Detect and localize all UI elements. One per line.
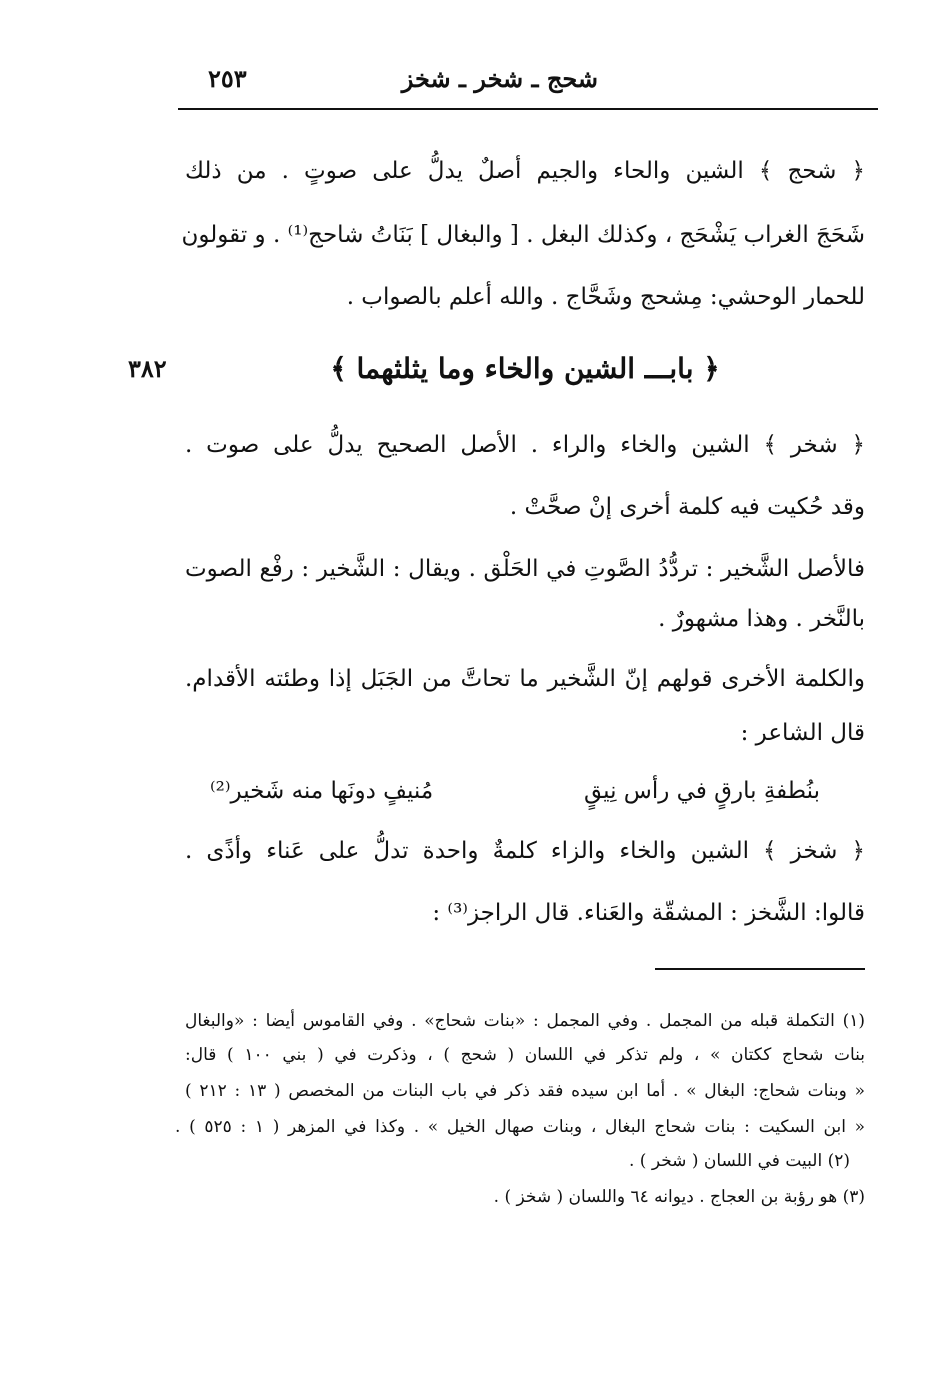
entry-shakhar-line-6: قال الشاعر :: [740, 720, 865, 746]
entry-shakhar-line-4: بالنَّخر . وهذا مشهورٌ .: [658, 606, 865, 632]
page-number: ٢٥٣: [208, 64, 247, 93]
running-title: شحج ـ شخر ـ شخز: [401, 64, 598, 93]
entry-shahaj-line-2: شَحَجَ الغراب يَشْحَج ، وكذلك البغل . [ والبغال ] بَنَاتُ شاحج⁽¹⁾ . و تقولون: [181, 222, 865, 248]
entry-shakhaz-line-1: ﴿ شخز ﴾ الشين والخاء والزاء كلمةٌ واحدة تدلُّ على عَناء وأذًى .: [185, 838, 865, 864]
entry-shakhar-line-2: وقد حُكيت فيه كلمة أخرى إنْ صحَّتْ .: [509, 494, 865, 520]
verse-first-hemistich: بنُطفةِ بارقٍ في رأس نِيقٍ: [583, 778, 820, 804]
entry-shakhar-line-3: فالأصل الشَّخير : تردُّدُ الصَّوتِ في الحَلْق . ويقال : الشَّخير : رفْع الصوت: [185, 556, 865, 582]
footnote-2: (٢) البيت في اللسان ( شخر ) .: [628, 1151, 850, 1171]
footnote-rule: [655, 968, 865, 970]
footnote-1-line-1: (١) التكملة قبله من المجمل . وفي المجمل : «بنات شحاج» . وفي القاموس أيضا : «والبغال: [185, 1011, 865, 1031]
entry-shakhaz-line-2: قالوا: الشَّخز : المشقّة والعَناء. قال الراجز⁽³⁾ :: [432, 900, 865, 926]
entry-shahaj-line-1: ﴿ شحج ﴾ الشين والحاء والجيم أصلٌ يدلُّ على صوتٍ . من ذلك: [185, 158, 865, 184]
margin-number: ٣٨٢: [128, 354, 167, 383]
footnote-1-line-3: « وبنات شحاج: البغال » . أما ابن سيده فقد ذكر في باب البنات من المخصص ( ١٣ : ٢١٢ ): [185, 1081, 865, 1101]
entry-shahaj-line-3: للحمار الوحشي: مِشحج وشَحَّاج . والله أعلم بالصواب .: [346, 284, 865, 310]
entry-shakhar-line-5: والكلمة الأخرى قولهم إنّ الشَّخير ما تحاتَّ من الجَبَل إذا وطئته الأقدام.: [185, 666, 865, 692]
footnote-1-line-2: بنات شحاج ككتان » ، ولم تذكر في اللسان ( شحج ) ، وذكرت في ( بني ١٠٠ ) قال:: [185, 1045, 866, 1065]
header-rule: [178, 108, 878, 110]
footnote-3: (٣) هو رؤبة بن العجاج . ديوانه ٦٤ واللسان ( شخز ) .: [493, 1187, 865, 1207]
entry-shakhar-line-1: ﴿ شخر ﴾ الشين والخاء والراء . الأصل الصحيح يدلُّ على صوت .: [185, 432, 865, 458]
section-title: ﴿ بابـــ الشين والخاء وما يثلثهما ﴾: [330, 352, 720, 385]
footnote-1-line-4: « ابن السكيت : بنات شحاج البغال ، وبنات صهال الخيل » . وكذا في المزهر ( ١ : ٥٢٥ ) .: [175, 1117, 865, 1137]
verse-second-hemistich: مُنيفٍ دونَها منه شَخير⁽²⁾: [210, 778, 434, 804]
page-header: [178, 58, 878, 102]
